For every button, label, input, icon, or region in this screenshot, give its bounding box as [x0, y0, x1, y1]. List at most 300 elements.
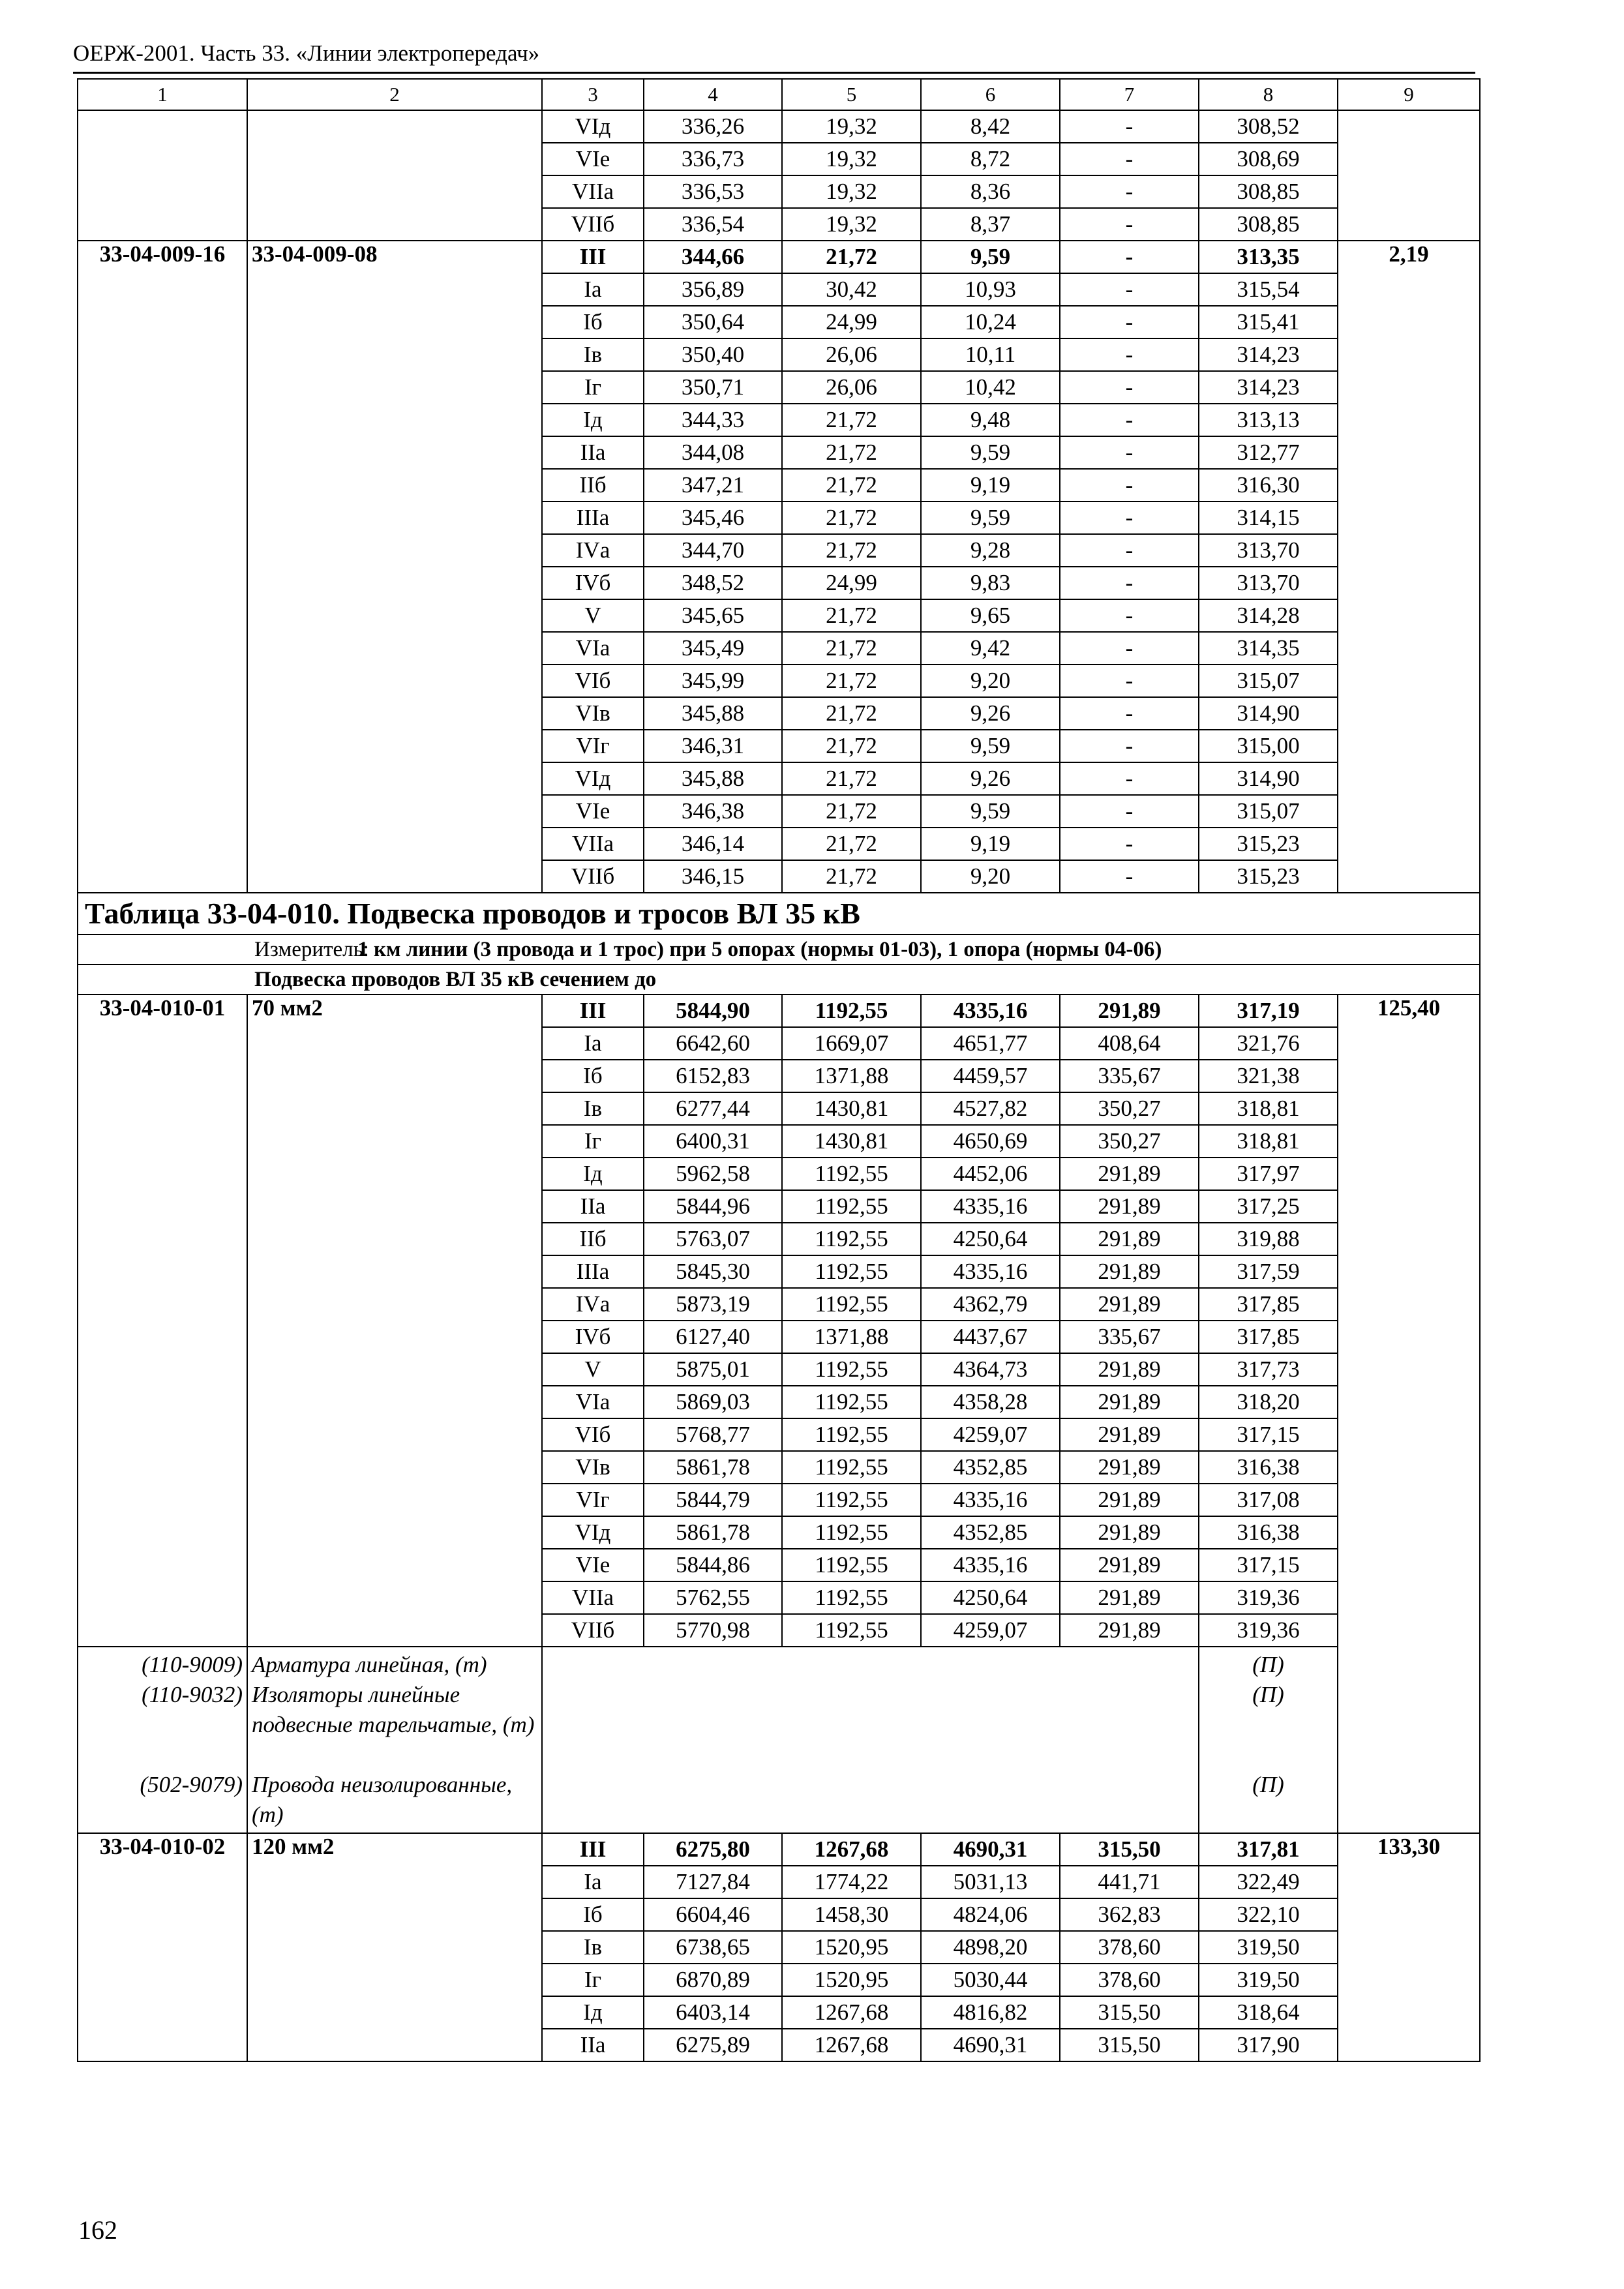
zone-cell: IIа [542, 1190, 644, 1223]
value-cell-c7: - [1060, 599, 1199, 632]
value-cell-c8: 318,20 [1199, 1386, 1338, 1418]
value-cell-c7: - [1060, 338, 1199, 371]
value-cell-c8: 315,54 [1199, 273, 1338, 306]
column-number: 9 [1338, 79, 1480, 110]
c9-cell [1338, 110, 1480, 241]
value-cell-c5: 1192,55 [782, 995, 921, 1027]
value-cell-c8: 317,25 [1199, 1190, 1338, 1223]
zone-cell: IVб [542, 567, 644, 599]
value-cell-c8: 322,10 [1199, 1898, 1338, 1931]
value-cell-c8: 312,77 [1199, 436, 1338, 469]
value-cell-c6: 4898,20 [921, 1931, 1060, 1964]
c9-cell: 133,30 [1338, 1833, 1480, 2061]
value-cell-c7: - [1060, 762, 1199, 795]
value-cell-c4: 350,40 [644, 338, 782, 371]
value-cell-c7: 291,89 [1060, 1255, 1199, 1288]
value-cell-c6: 9,65 [921, 599, 1060, 632]
value-cell-c7: - [1060, 110, 1199, 143]
value-cell-c7: 291,89 [1060, 1288, 1199, 1321]
page-header: ОЕРЖ-2001. Часть 33. «Линии электропередач» [73, 40, 540, 66]
value-cell-c8: 308,69 [1199, 143, 1338, 175]
value-cell-c5: 21,72 [782, 762, 921, 795]
value-cell-c7: 378,60 [1060, 1931, 1199, 1964]
value-cell-c4: 345,65 [644, 599, 782, 632]
value-cell-c5: 1192,55 [782, 1288, 921, 1321]
zone-cell: VIд [542, 110, 644, 143]
value-cell-c7: 291,89 [1060, 1418, 1199, 1451]
value-cell-c7: - [1060, 469, 1199, 501]
zone-cell: VIд [542, 1516, 644, 1549]
value-cell-c5: 1430,81 [782, 1125, 921, 1158]
zone-cell: VIIб [542, 208, 644, 241]
value-cell-c8: 317,15 [1199, 1549, 1338, 1581]
resource-name: Провода неизолированные, (т) [252, 1772, 513, 1827]
value-cell-c7: 291,89 [1060, 1190, 1199, 1223]
value-cell-c7: 378,60 [1060, 1964, 1199, 1996]
zone-cell: Iа [542, 1027, 644, 1060]
table-row [78, 241, 1480, 273]
value-cell-c7: - [1060, 208, 1199, 241]
value-cell-c5: 1774,22 [782, 1866, 921, 1898]
value-cell-c5: 1192,55 [782, 1484, 921, 1516]
zone-cell: III [542, 1833, 644, 1866]
value-cell-c7: - [1060, 273, 1199, 306]
value-cell-c6: 10,42 [921, 371, 1060, 404]
subheader-text: Подвеска проводов ВЛ 35 кВ сечением до [254, 968, 657, 991]
value-cell-c7: - [1060, 501, 1199, 534]
value-cell-c4: 6127,40 [644, 1321, 782, 1353]
value-cell-c7: 291,89 [1060, 1581, 1199, 1614]
value-cell-c6: 4335,16 [921, 1255, 1060, 1288]
rate-name: 120 мм2 [247, 1833, 542, 2061]
value-cell-c4: 346,38 [644, 795, 782, 828]
value-cell-c5: 21,72 [782, 828, 921, 860]
value-cell-c4: 5763,07 [644, 1223, 782, 1255]
value-cell-c5: 1192,55 [782, 1223, 921, 1255]
value-cell-c4: 5962,58 [644, 1158, 782, 1190]
c9-cell: 125,40 [1338, 995, 1480, 1833]
zone-cell: VIв [542, 1451, 644, 1484]
zone-cell: VIIб [542, 860, 644, 893]
value-cell-c4: 5869,03 [644, 1386, 782, 1418]
value-cell-c8: 317,90 [1199, 2029, 1338, 2061]
resource-code: (110-9009) [142, 1652, 243, 1677]
value-cell-c7: 315,50 [1060, 1833, 1199, 1866]
zone-cell: Iг [542, 1964, 644, 1996]
value-cell-c8: 314,23 [1199, 371, 1338, 404]
value-cell-c5: 19,32 [782, 208, 921, 241]
value-cell-c8: 313,70 [1199, 567, 1338, 599]
value-cell-c5: 1371,88 [782, 1060, 921, 1092]
value-cell-c4: 344,70 [644, 534, 782, 567]
value-cell-c4: 6275,89 [644, 2029, 782, 2061]
value-cell-c8: 318,81 [1199, 1092, 1338, 1125]
value-cell-c7: 335,67 [1060, 1321, 1199, 1353]
value-cell-c5: 1192,55 [782, 1386, 921, 1418]
zone-cell: VIIб [542, 1614, 644, 1647]
zone-cell: VIIа [542, 1581, 644, 1614]
value-cell-c6: 4250,64 [921, 1223, 1060, 1255]
subheader-cell [78, 965, 1480, 995]
value-cell-c5: 21,72 [782, 469, 921, 501]
value-cell-c6: 4362,79 [921, 1288, 1060, 1321]
value-cell-c7: - [1060, 241, 1199, 273]
column-number-row [78, 79, 1480, 110]
value-cell-c5: 1520,95 [782, 1964, 921, 1996]
rate-name: 33-04-009-08 [247, 241, 542, 893]
table-row [78, 110, 1480, 143]
value-cell-c8: 315,41 [1199, 306, 1338, 338]
value-cell-c7: - [1060, 143, 1199, 175]
value-cell-c4: 6870,89 [644, 1964, 782, 1996]
column-number: 5 [782, 79, 921, 110]
value-cell-c7: - [1060, 567, 1199, 599]
column-number: 6 [921, 79, 1060, 110]
value-cell-c4: 6275,80 [644, 1833, 782, 1866]
value-cell-c5: 21,72 [782, 795, 921, 828]
value-cell-c6: 4650,69 [921, 1125, 1060, 1158]
value-cell-c7: 291,89 [1060, 1484, 1199, 1516]
value-cell-c4: 6738,65 [644, 1931, 782, 1964]
value-cell-c7: 291,89 [1060, 995, 1199, 1027]
value-cell-c6: 10,93 [921, 273, 1060, 306]
value-cell-c8: 313,35 [1199, 241, 1338, 273]
column-number: 8 [1199, 79, 1338, 110]
value-cell-c5: 21,72 [782, 632, 921, 665]
value-cell-c4: 6400,31 [644, 1125, 782, 1158]
value-cell-c7: 291,89 [1060, 1223, 1199, 1255]
value-cell-c6: 5031,13 [921, 1866, 1060, 1898]
value-cell-c4: 6152,83 [644, 1060, 782, 1092]
value-cell-c8: 317,59 [1199, 1255, 1338, 1288]
resource-code: (502-9079) [140, 1772, 243, 1797]
value-cell-c6: 9,28 [921, 534, 1060, 567]
zone-cell: III [542, 241, 644, 273]
value-cell-c6: 9,48 [921, 404, 1060, 436]
value-cell-c7: - [1060, 436, 1199, 469]
resource-codes [78, 1647, 247, 1833]
value-cell-c6: 4690,31 [921, 2029, 1060, 2061]
zone-cell: IIа [542, 2029, 644, 2061]
value-cell-c8: 316,30 [1199, 469, 1338, 501]
value-cell-c5: 1192,55 [782, 1255, 921, 1288]
value-cell-c7: - [1060, 860, 1199, 893]
value-cell-c7: 441,71 [1060, 1866, 1199, 1898]
value-cell-c4: 5875,01 [644, 1353, 782, 1386]
value-cell-c8: 317,08 [1199, 1484, 1338, 1516]
value-cell-c6: 4437,67 [921, 1321, 1060, 1353]
value-cell-c5: 1669,07 [782, 1027, 921, 1060]
zone-cell: Iа [542, 1866, 644, 1898]
value-cell-c5: 21,72 [782, 860, 921, 893]
value-cell-c6: 4816,82 [921, 1996, 1060, 2029]
value-cell-c8: 315,23 [1199, 828, 1338, 860]
value-cell-c7: - [1060, 828, 1199, 860]
value-cell-c6: 10,24 [921, 306, 1060, 338]
zone-cell: Iб [542, 1060, 644, 1092]
value-cell-c4: 336,73 [644, 143, 782, 175]
value-cell-c8: 321,38 [1199, 1060, 1338, 1092]
rate-code: 33-04-009-16 [78, 241, 247, 893]
value-cell-c5: 1267,68 [782, 1833, 921, 1866]
value-cell-c5: 21,72 [782, 665, 921, 697]
zone-cell: V [542, 1353, 644, 1386]
value-cell-c5: 24,99 [782, 567, 921, 599]
value-cell-c4: 356,89 [644, 273, 782, 306]
measure-row [78, 935, 1480, 965]
value-cell-c4: 5873,19 [644, 1288, 782, 1321]
value-cell-c7: - [1060, 371, 1199, 404]
value-cell-c4: 5844,90 [644, 995, 782, 1027]
value-cell-c4: 5845,30 [644, 1255, 782, 1288]
value-cell-c5: 21,72 [782, 534, 921, 567]
zone-cell: III [542, 995, 644, 1027]
resource-marks [1199, 1647, 1338, 1833]
value-cell-c5: 21,72 [782, 599, 921, 632]
value-cell-c6: 9,19 [921, 469, 1060, 501]
value-cell-c4: 345,99 [644, 665, 782, 697]
value-cell-c4: 5844,79 [644, 1484, 782, 1516]
value-cell-c4: 5844,86 [644, 1549, 782, 1581]
header-rule [73, 72, 1475, 74]
value-cell-c7: - [1060, 306, 1199, 338]
value-cell-c4: 6604,46 [644, 1898, 782, 1931]
value-cell-c5: 1192,55 [782, 1353, 921, 1386]
value-cell-c8: 319,50 [1199, 1931, 1338, 1964]
value-cell-c4: 344,08 [644, 436, 782, 469]
value-cell-c8: 314,15 [1199, 501, 1338, 534]
value-cell-c8: 315,23 [1199, 860, 1338, 893]
value-cell-c5: 1192,55 [782, 1581, 921, 1614]
value-cell-c4: 345,88 [644, 762, 782, 795]
value-cell-c7: 291,89 [1060, 1158, 1199, 1190]
subheader-row [78, 965, 1480, 995]
value-cell-c5: 19,32 [782, 110, 921, 143]
value-cell-c4: 5844,96 [644, 1190, 782, 1223]
table-title: Таблица 33-04-010. Подвеска проводов и тросов ВЛ 35 кВ [78, 893, 1480, 935]
value-cell-c4: 5770,98 [644, 1614, 782, 1647]
value-cell-c4: 350,71 [644, 371, 782, 404]
zone-cell: Iв [542, 1931, 644, 1964]
value-cell-c6: 4364,73 [921, 1353, 1060, 1386]
value-cell-c4: 336,26 [644, 110, 782, 143]
value-cell-c5: 1267,68 [782, 2029, 921, 2061]
value-cell-c4: 346,15 [644, 860, 782, 893]
zone-cell: Iг [542, 371, 644, 404]
value-cell-c6: 4250,64 [921, 1581, 1060, 1614]
zone-cell: IIIа [542, 501, 644, 534]
value-cell-c7: - [1060, 697, 1199, 730]
value-cell-c6: 9,59 [921, 730, 1060, 762]
value-cell-c8: 314,23 [1199, 338, 1338, 371]
value-cell-c7: - [1060, 404, 1199, 436]
value-cell-c6: 5030,44 [921, 1964, 1060, 1996]
value-cell-c5: 1192,55 [782, 1516, 921, 1549]
column-number: 2 [247, 79, 542, 110]
value-cell-c5: 1520,95 [782, 1931, 921, 1964]
column-number: 1 [78, 79, 247, 110]
value-cell-c5: 21,72 [782, 241, 921, 273]
value-cell-c8: 321,76 [1199, 1027, 1338, 1060]
rate-code: 33-04-010-02 [78, 1833, 247, 2061]
value-cell-c6: 9,26 [921, 697, 1060, 730]
value-cell-c8: 308,85 [1199, 208, 1338, 241]
value-cell-c6: 4527,82 [921, 1092, 1060, 1125]
resource-mark: (П) [1252, 1682, 1284, 1707]
value-cell-c8: 315,07 [1199, 795, 1338, 828]
value-cell-c5: 1458,30 [782, 1898, 921, 1931]
value-cell-c8: 315,07 [1199, 665, 1338, 697]
value-cell-c6: 4352,85 [921, 1516, 1060, 1549]
value-cell-c6: 9,42 [921, 632, 1060, 665]
value-cell-c7: 291,89 [1060, 1386, 1199, 1418]
value-cell-c8: 318,64 [1199, 1996, 1338, 2029]
value-cell-c6: 9,59 [921, 241, 1060, 273]
value-cell-c6: 4459,57 [921, 1060, 1060, 1092]
measure-cell [78, 935, 1480, 965]
value-cell-c5: 19,32 [782, 143, 921, 175]
value-cell-c8: 319,36 [1199, 1614, 1338, 1647]
value-cell-c4: 345,46 [644, 501, 782, 534]
value-cell-c5: 1192,55 [782, 1190, 921, 1223]
value-cell-c6: 9,59 [921, 501, 1060, 534]
value-cell-c5: 21,72 [782, 436, 921, 469]
value-cell-c5: 1267,68 [782, 1996, 921, 2029]
value-cell-c4: 6277,44 [644, 1092, 782, 1125]
value-cell-c4: 346,14 [644, 828, 782, 860]
zone-cell: VIб [542, 1418, 644, 1451]
value-cell-c5: 1371,88 [782, 1321, 921, 1353]
value-cell-c5: 19,32 [782, 175, 921, 208]
resource-code: (110-9032) [142, 1682, 243, 1707]
value-cell-c5: 1192,55 [782, 1418, 921, 1451]
value-cell-c7: 315,50 [1060, 1996, 1199, 2029]
value-cell-c7: 362,83 [1060, 1898, 1199, 1931]
value-cell-c6: 4335,16 [921, 995, 1060, 1027]
value-cell-c5: 30,42 [782, 273, 921, 306]
name-cell [247, 110, 542, 241]
zone-cell: Iд [542, 404, 644, 436]
value-cell-c8: 314,90 [1199, 697, 1338, 730]
zone-cell: IIIа [542, 1255, 644, 1288]
value-cell-c5: 1192,55 [782, 1451, 921, 1484]
value-cell-c7: - [1060, 175, 1199, 208]
value-cell-c7: 291,89 [1060, 1549, 1199, 1581]
resource-names [247, 1647, 542, 1833]
zone-cell: Iв [542, 1092, 644, 1125]
value-cell-c6: 8,42 [921, 110, 1060, 143]
zone-cell: VIг [542, 730, 644, 762]
value-cell-c7: 350,27 [1060, 1125, 1199, 1158]
value-cell-c7: - [1060, 534, 1199, 567]
value-cell-c6: 4335,16 [921, 1484, 1060, 1516]
value-cell-c8: 317,85 [1199, 1321, 1338, 1353]
table-title-row [78, 893, 1480, 935]
value-cell-c7: 291,89 [1060, 1451, 1199, 1484]
zone-cell: IVб [542, 1321, 644, 1353]
value-cell-c5: 21,72 [782, 404, 921, 436]
resources-row [78, 1647, 1480, 1833]
value-cell-c8: 313,70 [1199, 534, 1338, 567]
value-cell-c8: 317,81 [1199, 1833, 1338, 1866]
value-cell-c8: 317,73 [1199, 1353, 1338, 1386]
column-number: 4 [644, 79, 782, 110]
value-cell-c8: 319,36 [1199, 1581, 1338, 1614]
zone-cell: Iд [542, 1158, 644, 1190]
page-number: 162 [78, 2215, 117, 2245]
value-cell-c6: 8,37 [921, 208, 1060, 241]
value-cell-c6: 9,26 [921, 762, 1060, 795]
zone-cell: VIд [542, 762, 644, 795]
zone-cell: VIб [542, 665, 644, 697]
value-cell-c8: 316,38 [1199, 1451, 1338, 1484]
value-cell-c6: 8,72 [921, 143, 1060, 175]
zone-cell: Iб [542, 306, 644, 338]
value-cell-c5: 26,06 [782, 338, 921, 371]
value-cell-c7: 335,67 [1060, 1060, 1199, 1092]
value-cell-c4: 5762,55 [644, 1581, 782, 1614]
table-row [78, 1833, 1480, 1866]
value-cell-c6: 4335,16 [921, 1549, 1060, 1581]
empty-cells [542, 1647, 1199, 1833]
value-cell-c7: 291,89 [1060, 1516, 1199, 1549]
resource-mark: (П) [1252, 1652, 1284, 1677]
zone-cell: IIб [542, 469, 644, 501]
zone-cell: VIг [542, 1484, 644, 1516]
value-cell-c6: 4690,31 [921, 1833, 1060, 1866]
zone-cell: VIе [542, 795, 644, 828]
value-cell-c4: 336,54 [644, 208, 782, 241]
value-cell-c7: 408,64 [1060, 1027, 1199, 1060]
value-cell-c4: 7127,84 [644, 1866, 782, 1898]
zone-cell: VIе [542, 143, 644, 175]
value-cell-c4: 5861,78 [644, 1516, 782, 1549]
value-cell-c6: 4335,16 [921, 1190, 1060, 1223]
value-cell-c8: 319,50 [1199, 1964, 1338, 1996]
value-cell-c8: 315,00 [1199, 730, 1338, 762]
zone-cell: IIб [542, 1223, 644, 1255]
rate-name: 70 мм2 [247, 995, 542, 1647]
value-cell-c5: 26,06 [782, 371, 921, 404]
value-cell-c8: 317,85 [1199, 1288, 1338, 1321]
value-cell-c6: 9,20 [921, 665, 1060, 697]
zone-cell: IIа [542, 436, 644, 469]
value-cell-c4: 345,88 [644, 697, 782, 730]
zone-cell: IVа [542, 1288, 644, 1321]
value-cell-c8: 317,15 [1199, 1418, 1338, 1451]
value-cell-c7: 291,89 [1060, 1353, 1199, 1386]
value-cell-c8: 319,88 [1199, 1223, 1338, 1255]
zone-cell: IVа [542, 534, 644, 567]
zone-cell: Iд [542, 1996, 644, 2029]
value-cell-c5: 21,72 [782, 501, 921, 534]
value-cell-c6: 4452,06 [921, 1158, 1060, 1190]
value-cell-c6: 9,59 [921, 795, 1060, 828]
value-cell-c4: 344,66 [644, 241, 782, 273]
value-cell-c4: 347,21 [644, 469, 782, 501]
value-cell-c7: 291,89 [1060, 1614, 1199, 1647]
zone-cell: VIIа [542, 175, 644, 208]
value-cell-c8: 313,13 [1199, 404, 1338, 436]
resource-name: Изоляторы линейные подвесные тарельчатые, (т) [252, 1682, 535, 1737]
value-cell-c8: 317,97 [1199, 1158, 1338, 1190]
value-cell-c4: 345,49 [644, 632, 782, 665]
value-cell-c6: 9,19 [921, 828, 1060, 860]
value-cell-c6: 4358,28 [921, 1386, 1060, 1418]
zone-cell: Iг [542, 1125, 644, 1158]
zone-cell: VIе [542, 1549, 644, 1581]
value-cell-c8: 314,90 [1199, 762, 1338, 795]
